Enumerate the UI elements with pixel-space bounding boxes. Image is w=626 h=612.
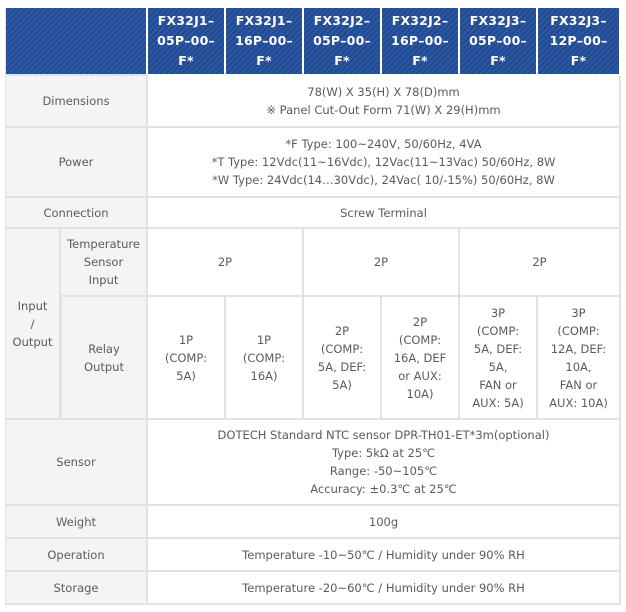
header-blank-cell xyxy=(5,8,148,76)
relay-label-line1: Relay xyxy=(88,341,120,356)
model-5-line1: FX32J3– xyxy=(469,13,527,28)
power-line1: *F Type: 100~240V, 50/60Hz, 4VA xyxy=(285,137,482,151)
relay-4-line3: 16A, DEF xyxy=(393,350,447,365)
temp-label-line1: Temperature xyxy=(67,237,140,251)
model-4-line1: FX32J2– xyxy=(391,13,449,28)
storage-row xyxy=(5,572,621,605)
relay-1-line3: 5A) xyxy=(176,368,196,383)
relay-2-line1: 1P xyxy=(256,332,272,347)
relay-4-line4: or AUX: xyxy=(398,368,442,383)
relay-output-row xyxy=(5,297,621,420)
model-header-4 xyxy=(382,8,460,76)
relay-6-line1: 3P xyxy=(571,305,586,320)
relay-value-1 xyxy=(148,297,226,420)
relay-1-line1: 1P xyxy=(178,332,194,347)
model-header-2 xyxy=(226,8,304,76)
model-1-line3: F* xyxy=(178,53,194,68)
model-3-line3: F* xyxy=(334,53,350,68)
model-6-line3: F* xyxy=(570,53,587,68)
specification-table xyxy=(5,8,621,605)
relay-6-line4: 10A, xyxy=(565,359,592,374)
model-1-line2: 05P–00– xyxy=(157,33,215,48)
relay-5-line3: 5A, DEF: xyxy=(473,341,523,356)
relay-5-line1: 3P xyxy=(490,305,506,320)
storage-label: Storage xyxy=(5,572,148,605)
temp-label-line2: Sensor xyxy=(83,255,124,269)
io-label-line3: Output xyxy=(12,334,53,349)
model-header-1 xyxy=(148,8,226,76)
model-6-line2: 12P–00– xyxy=(549,33,608,48)
relay-3-line3: 5A, DEF: xyxy=(317,359,367,374)
connection-value: Screw Terminal xyxy=(148,198,621,229)
relay-4-line2: (COMP: xyxy=(398,332,442,347)
temp-sensor-row xyxy=(5,229,621,297)
dimensions-value xyxy=(148,76,621,128)
header-row xyxy=(5,8,621,76)
relay-3-line4: 5A) xyxy=(332,377,352,392)
model-header-6 xyxy=(538,8,621,76)
model-6-line1: FX32J3– xyxy=(550,13,607,28)
temp-value-j3: 2P xyxy=(460,229,621,297)
relay-6-line3: 12A, DEF: xyxy=(550,341,607,356)
model-5-line3: F* xyxy=(490,53,506,68)
model-3-line2: 05P–00– xyxy=(313,33,371,48)
relay-value-4 xyxy=(382,297,460,420)
model-2-line2: 16P–00– xyxy=(235,33,293,48)
relay-2-line2: (COMP: xyxy=(242,350,286,365)
connection-row xyxy=(5,198,621,229)
relay-4-line1: 2P xyxy=(412,314,428,329)
sensor-label: Sensor xyxy=(5,420,148,506)
model-header-3 xyxy=(304,8,382,76)
sensor-line1: DOTECH Standard NTC sensor DPR-TH01-ET*3m(optional) xyxy=(217,428,550,442)
power-value xyxy=(148,128,621,198)
model-4-line2: 16P–00– xyxy=(391,33,449,48)
dimensions-line1: 78(W) X 35(H) X 78(D)mm xyxy=(307,85,460,99)
dimensions-line2: ※ Panel Cut-Out Form 71(W) X 29(H)mm xyxy=(266,103,501,117)
model-2-line3: F* xyxy=(256,53,272,68)
io-label-line2: / xyxy=(30,316,35,331)
relay-4-line5: 10A) xyxy=(406,386,434,401)
temp-label-line3: Input xyxy=(88,273,119,287)
model-3-line1: FX32J2– xyxy=(313,13,371,28)
operation-label: Operation xyxy=(5,539,148,572)
temp-sensor-label xyxy=(61,229,148,297)
temp-value-j2: 2P xyxy=(304,229,460,297)
operation-row xyxy=(5,539,621,572)
sensor-value xyxy=(148,420,621,506)
relay-6-line2: (COMP: xyxy=(557,323,600,338)
sensor-line3: Range: -50~105℃ xyxy=(329,464,438,478)
model-2-line1: FX32J1– xyxy=(235,13,293,28)
dimensions-label: Dimensions xyxy=(5,76,148,128)
relay-6-line6: AUX: 10A) xyxy=(549,395,608,410)
relay-value-3 xyxy=(304,297,382,420)
model-5-line2: 05P–00– xyxy=(469,33,527,48)
dimensions-row xyxy=(5,76,621,128)
relay-5-line5: FAN or xyxy=(479,377,517,392)
relay-value-6 xyxy=(538,297,621,420)
io-label-line1: Input xyxy=(17,298,48,313)
sensor-line4: Accuracy: ±0.3℃ at 25℃ xyxy=(310,482,457,496)
input-output-label xyxy=(5,229,61,420)
model-1-line1: FX32J1– xyxy=(157,13,215,28)
relay-value-2 xyxy=(226,297,304,420)
power-label: Power xyxy=(5,128,148,198)
model-header-5 xyxy=(460,8,538,76)
operation-value: Temperature -10~50℃ / Humidity under 90% RH xyxy=(148,539,621,572)
relay-6-line5: FAN or xyxy=(559,377,598,392)
model-4-line3: F* xyxy=(412,53,428,68)
weight-value: 100g xyxy=(148,506,621,539)
weight-label: Weight xyxy=(5,506,148,539)
temp-value-j1: 2P xyxy=(148,229,304,297)
sensor-line2: Type: 5kΩ at 25℃ xyxy=(331,446,436,460)
storage-value: Temperature -20~60℃ / Humidity under 90% RH xyxy=(148,572,621,605)
relay-3-line2: (COMP: xyxy=(320,341,364,356)
connection-label: Connection xyxy=(5,198,148,229)
relay-label-line2: Output xyxy=(84,359,124,374)
relay-value-5 xyxy=(460,297,538,420)
relay-1-line2: (COMP: xyxy=(164,350,208,365)
relay-2-line3: 16A) xyxy=(250,368,278,383)
power-line3: *W Type: 24Vdc(14…30Vdc), 24Vac( 10/-15%) 50/60Hz, 8W xyxy=(212,173,555,187)
relay-5-line6: AUX: 5A) xyxy=(472,395,524,410)
weight-row xyxy=(5,506,621,539)
relay-5-line4: 5A, xyxy=(488,359,508,374)
power-row xyxy=(5,128,621,198)
sensor-row xyxy=(5,420,621,506)
relay-5-line2: (COMP: xyxy=(476,323,520,338)
relay-3-line1: 2P xyxy=(334,323,350,338)
power-line2: *T Type: 12Vdc(11~16Vdc), 12Vac(11~13Vac) 50/60Hz, 8W xyxy=(211,155,556,169)
relay-output-label xyxy=(61,297,148,420)
